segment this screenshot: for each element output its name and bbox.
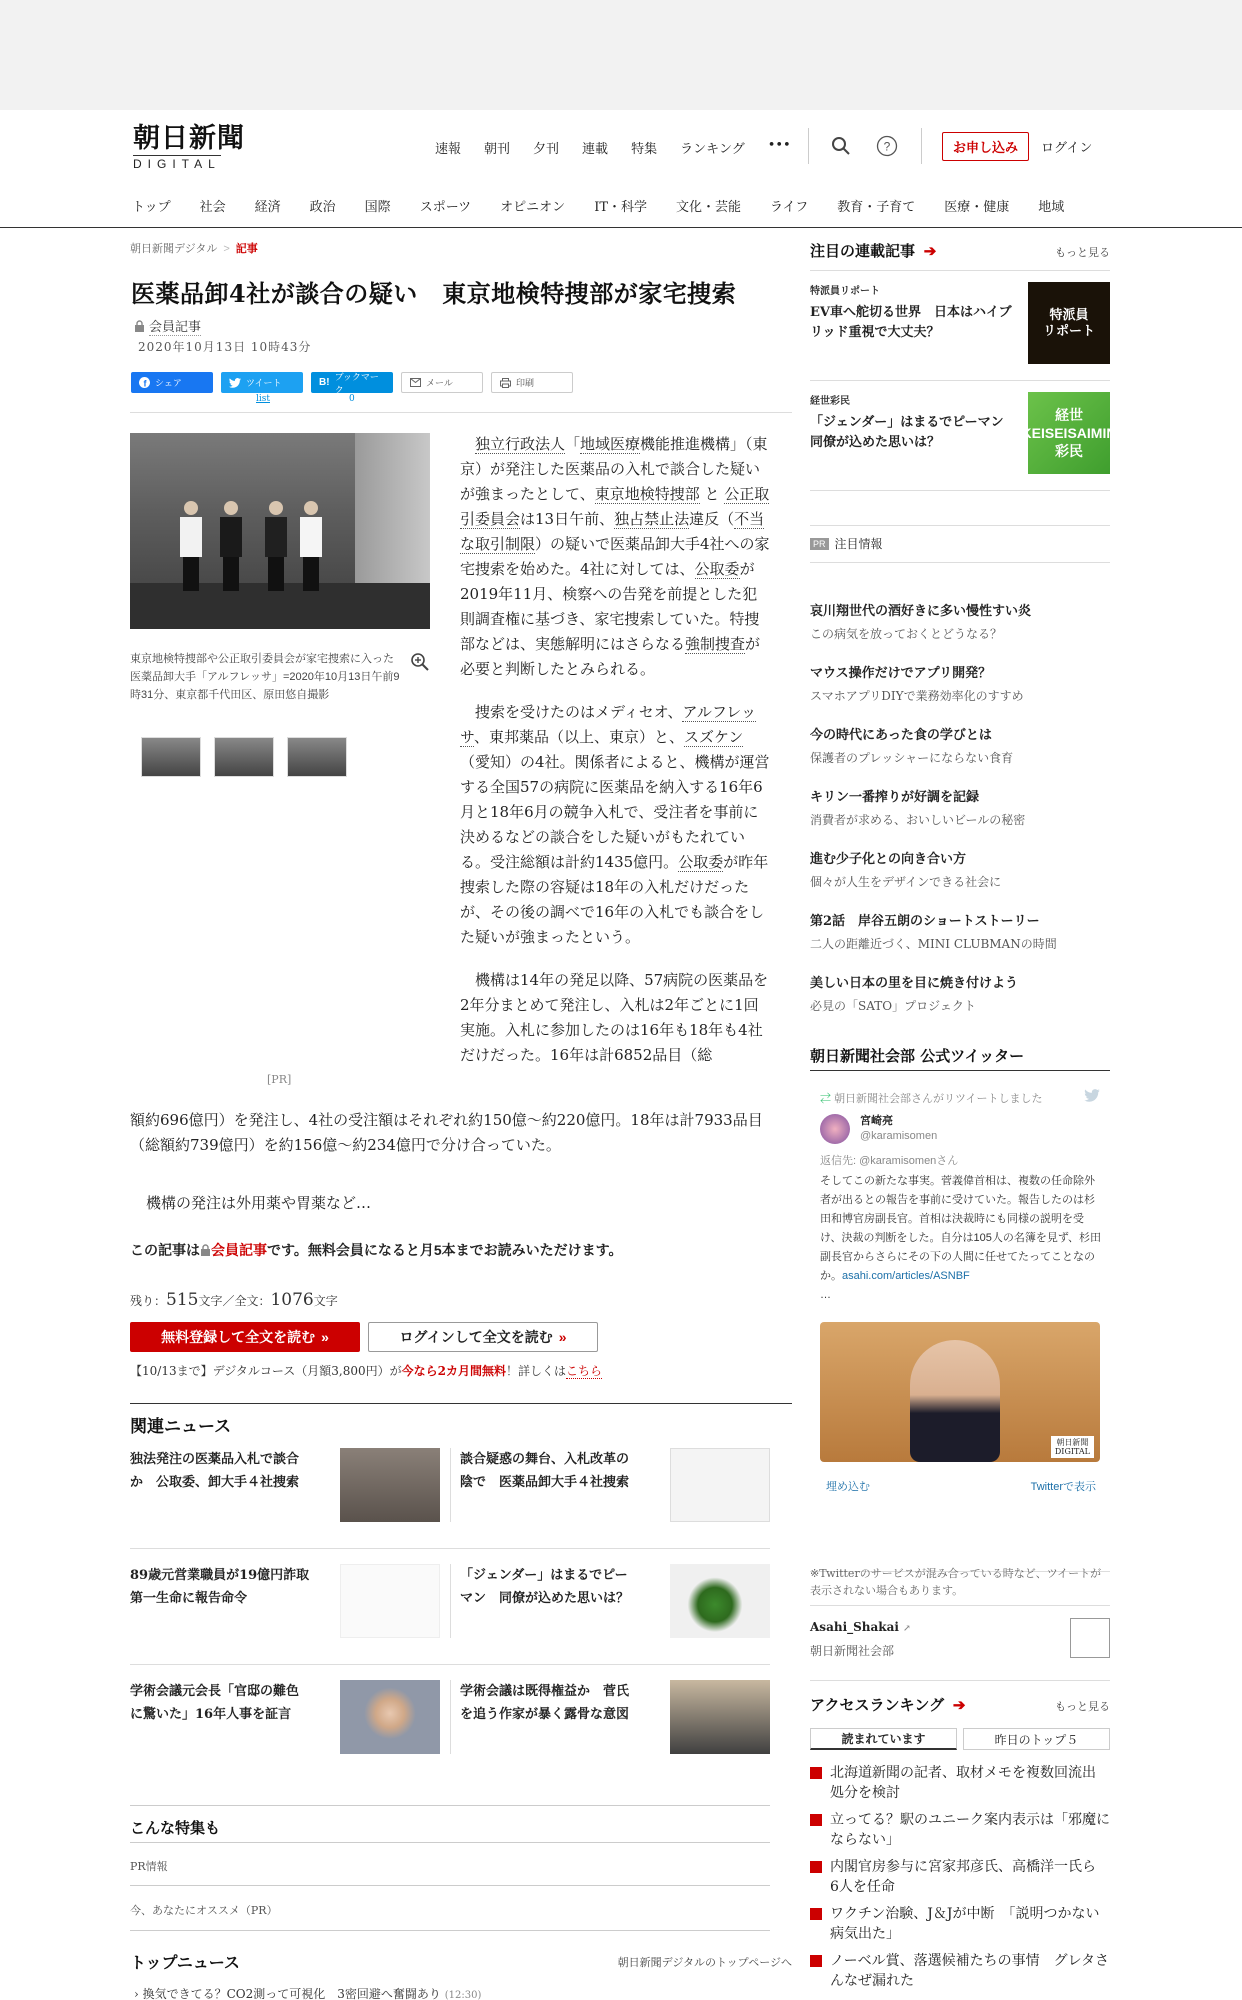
keyword-link[interactable]: スズケン — [683, 728, 744, 746]
pr-rule — [810, 562, 1110, 563]
pr-info-rule — [130, 1885, 770, 1886]
top-news-heading: トップニュース — [130, 1953, 240, 1972]
pr-rule — [810, 525, 1110, 526]
related-item[interactable]: 独法発注の医薬品入札で談合か 公取委、卸大手４社捜索 — [130, 1448, 440, 1528]
gnav-ranking[interactable]: ランキング — [680, 142, 745, 157]
article-paragraph-2: 捜索を受けたのはメディセオ、アルフレッサ、東邦薬品（以上、東京）と、スズケン（愛知）の4社。関係者によると、機構が運営する全国57の病院に医薬品を納入する16年6月と18年6月の競争入札で、受注者を事前に決めるなどの談合をした疑いがもたれている。受注総額は計約1435億円。公取委が昨年捜索した際の容疑は18年の入札だけだったが、その後の調べで16年の入札でも談合をした疑いが強まったという。 — [460, 703, 770, 946]
keyword-link[interactable]: 東京地検特捜部 — [594, 485, 700, 503]
article-paragraph-3: 機構は14年の発足以降、57病院の医薬品を2年分まとめて発注し、入札は2年ごとに1回実施。入札に参加したのは16年も18年も4社だけだった。16年は計6852品目（総 — [460, 971, 769, 1064]
twitter-account-name[interactable]: Asahi_Shakai ↗ — [810, 1620, 911, 1634]
related-divider-h — [130, 1664, 770, 1665]
photo-thumb-2[interactable] — [214, 737, 274, 777]
related-divider-v — [450, 1564, 451, 1638]
series-divider — [810, 490, 1110, 491]
cat-sports[interactable]: スポーツ — [419, 200, 472, 215]
pr-ad-item[interactable]: 美しい日本の里を目に焼き付けよう 必見の「SATO」プロジェクト — [810, 976, 1019, 1013]
tweet-reply-to: 返信先: @karamisomenさん — [820, 1155, 959, 1167]
twitter-rule — [810, 1070, 1110, 1071]
gnav-features[interactable]: 特集 — [631, 142, 658, 157]
breadcrumb-current: 記事 — [235, 243, 258, 255]
top-news-header — [130, 1950, 792, 1973]
lock-icon — [200, 1244, 211, 1256]
keyword-link[interactable]: 独占禁止法 — [614, 510, 690, 528]
breadcrumb-sep: > — [223, 243, 230, 255]
member-tag — [134, 316, 201, 336]
print-button[interactable]: 印刷 — [491, 372, 573, 393]
ranking-header — [810, 1694, 1110, 1715]
photo-thumb-1[interactable] — [141, 737, 201, 777]
keyword-link[interactable]: 公取委 — [694, 560, 740, 578]
related-divider-v — [450, 1680, 451, 1754]
top-page-link[interactable]: 朝日新聞デジタルのトップページへ — [617, 1956, 792, 1969]
pr-ad-item[interactable]: 第2話 岸谷五朗のショートストーリー 二人の距離近づく、MINI CLUBMANの時間 — [810, 914, 1057, 951]
embed-link[interactable]: 埋め込む — [826, 1481, 870, 1493]
hatena-icon: B! — [319, 377, 330, 388]
member-label[interactable]: 会員記事 — [149, 316, 201, 336]
rank-marker — [810, 1767, 822, 1779]
series-divider — [810, 380, 1110, 381]
photo-thumbnails — [141, 737, 347, 777]
related-image — [670, 1448, 770, 1522]
series-image: 特派員 リポート — [1028, 282, 1110, 364]
global-nav — [435, 138, 791, 157]
tab-most-read[interactable]: 読まれています — [810, 1728, 957, 1750]
keyword-link[interactable]: 不当な取引制限 — [460, 510, 765, 553]
tweet-image-person — [910, 1340, 1000, 1462]
related-divider-v — [450, 1448, 451, 1522]
free-register-button[interactable]: 無料登録して全文を読む » — [130, 1322, 360, 1352]
char-count: 残り：515文字／全文：1076文字 — [130, 1290, 338, 1310]
chevron-right-icon: » — [321, 1329, 329, 1345]
article-paragraph-4: 機構の発注は外用薬や胃薬など… — [146, 1194, 372, 1212]
top-ad-band — [0, 0, 1242, 110]
twitter-account-sub: 朝日新聞社会部 — [810, 1644, 895, 1658]
keyword-link[interactable]: 独立行政法人 — [475, 435, 566, 453]
keyword-link[interactable]: 公取委 — [678, 853, 724, 871]
series-item[interactable]: 経世彩民 「ジェンダー」はまるでピーマン 同僚が込めた思いは？ 経世 KEISEISAIMIN 彩民 — [810, 392, 1110, 453]
series-heading: 注目の連載記事 — [810, 242, 916, 260]
tweet-text: そしてこの新たな事実。菅義偉首相は、複数の任命除外者が出るとの報告を事前に受けていた。報告したのは杉田和博官房副長官。首相は決裁時にも同様の説明を受け、決裁の判断をした。自分は105人の名簿を見ず、杉田副長官からさらにその下の人間に任せてたってことなのか。asahi.com/articles/ASNBF … — [820, 1175, 1102, 1301]
subscribe-button[interactable]: お申し込み — [942, 132, 1029, 161]
related-item[interactable]: 談合疑惑の舞台、入札改革の陰で 医薬品卸大手４社捜索 — [460, 1448, 770, 1528]
article-paragraph-1: 独立行政法人「地域医療機能推進機構」（東京）が発注した医薬品の入札で談合した疑いが強まったとして、東京地検特捜部 と 公正取引委員会は13日午前、独占禁止法違反（不当な取引制限）の疑いで医薬品卸大手4社への家宅捜索を始めた。4社に対しては、公取委が2019年11月、検察への告発を前提とした犯則調査権に基づき、家宅捜索していた。特捜部などは、実態解明にはさらなる強制捜査が必要と判断したとみられる。 — [460, 435, 770, 678]
top-news-item[interactable]: › 換気できてる？CO2測って可視化 3密回避へ奮闘あり (12:30) — [134, 1987, 482, 2000]
tweet-author-handle[interactable]: @karamisomen — [860, 1130, 938, 1142]
share-divider — [130, 412, 792, 413]
account-rule — [810, 1605, 1110, 1606]
facebook-icon — [139, 377, 150, 388]
series-more-link[interactable]: もっと見る — [1055, 246, 1110, 259]
login-link[interactable]: ログイン — [1041, 140, 1093, 156]
pr-header — [810, 535, 883, 552]
keyword-link[interactable]: 強制捜査 — [685, 635, 746, 653]
search-icon[interactable] — [829, 134, 853, 158]
photo-person — [300, 501, 322, 591]
article-paragraph-3-cont: 額約696億円）を発注し、4社の受注額はそれぞれ約150億～約220億円。18年は計7933品目（総額約739億円）を約156億～約234億円で分け合っていた。 — [130, 1111, 763, 1154]
tweet-list-link[interactable]: list — [256, 394, 270, 404]
related-divider — [130, 1403, 792, 1404]
related-image — [670, 1564, 770, 1638]
gnav-breaking[interactable]: 速報 — [435, 142, 462, 157]
related-item[interactable]: 89歳元営業職員が19億円詐取 第一生命に報告命令 — [130, 1564, 440, 1644]
ranking-heading: アクセスランキング — [810, 1696, 945, 1714]
cat-opinion[interactable]: オピニオン — [500, 200, 566, 215]
view-on-twitter-link[interactable]: Twitterで表示 — [1030, 1481, 1096, 1493]
photo-thumb-3[interactable] — [287, 737, 347, 777]
share-bar — [131, 371, 573, 404]
related-item[interactable]: 「ジェンダー」はまるでピーマン 同僚が込めた思いは？ — [460, 1564, 770, 1644]
chevron-right-icon: » — [558, 1329, 567, 1345]
ranking-item[interactable]: ワクチン治験、J＆Jが中断 「説明つかない病気出た」 — [810, 1904, 1110, 1944]
related-item[interactable]: 学術会議元会長「官邸の難色に驚いた」16年人事を証言 — [130, 1680, 440, 1760]
cat-top[interactable]: トップ — [132, 200, 171, 215]
cat-life[interactable]: ライフ — [770, 200, 809, 215]
category-nav — [0, 188, 1242, 228]
article-body — [460, 432, 770, 1086]
breadcrumb-home[interactable]: 朝日新聞デジタル — [130, 243, 218, 255]
series-header — [810, 240, 1110, 264]
pr-ad-item[interactable]: 哀川翔世代の酒好きに多い慢性すい炎 この病気を放っておくとどうなる？ — [810, 604, 1032, 641]
keyword-link[interactable]: 公正取引委員会 — [460, 485, 770, 528]
pr-badge: PR — [810, 538, 829, 550]
ranking-more-link[interactable]: もっと見る — [1055, 1700, 1110, 1713]
twitter-note: ※Twitterのサービスが混み合っている時など、ツイートが表示されない場合もあります。 — [810, 1567, 1102, 1597]
gnav-morning[interactable]: 朝刊 — [484, 142, 511, 157]
pr-ad-item[interactable]: キリン一番搾りが好調を記録 消費者が求める、おいしいビールの秘密 — [810, 790, 1026, 827]
tweet-link[interactable]: asahi.com/articles/ASNBF — [842, 1270, 970, 1282]
mail-button[interactable]: メール — [401, 372, 483, 393]
hatena-count[interactable]: 0 — [349, 394, 355, 404]
ranking-item[interactable]: 立ってる？駅のユニーク案内表示は「邪魔にならない」 — [810, 1810, 1110, 1850]
zoom-icon[interactable] — [410, 652, 430, 676]
arrow-right-icon: ➔ — [952, 1696, 966, 1714]
print-icon — [500, 378, 511, 388]
cat-society[interactable]: 社会 — [199, 200, 226, 215]
photo-caption: 東京地検特捜部や公正取引委員会が家宅捜索に入った医薬品卸大手「アルフレッサ」=2020年10月13日午前9時31分、東京都千代田区、原田悠自撮影 — [130, 653, 400, 701]
photo-person — [180, 501, 202, 591]
cat-culture[interactable]: 文化・芸能 — [676, 200, 742, 215]
site-logo[interactable]: 朝日新聞 DIGITAL — [133, 123, 245, 171]
external-link-icon: ↗ — [903, 1624, 911, 1634]
related-heading: 関連ニュース — [130, 1417, 232, 1437]
account-image[interactable] — [1070, 1618, 1110, 1658]
tweet-image[interactable] — [820, 1322, 1100, 1462]
publish-date: 2020年10月13日 10時43分 — [138, 340, 312, 354]
gnav-evening[interactable]: 夕刊 — [533, 142, 560, 157]
rank-marker — [810, 1908, 822, 1920]
promo-text: 【10/13まで】デジタルコース（月額3,800円）が今なら2カ月間無料！詳しくはこちら — [130, 1364, 603, 1378]
features-heading: こんな特集も — [130, 1819, 221, 1837]
keyword-link[interactable]: アルフレッサ — [460, 703, 757, 746]
tweet-image-watermark: 朝日新聞 DIGITAL — [1051, 1436, 1094, 1458]
rank-marker — [810, 1814, 822, 1826]
twitter-bird-icon — [1084, 1088, 1100, 1106]
series-image: 経世 KEISEISAIMIN 彩民 — [1028, 392, 1110, 474]
photo-person — [220, 501, 242, 591]
related-image — [340, 1564, 440, 1638]
sidebar — [810, 240, 1117, 1989]
pr-heading: 注目情報 — [834, 537, 883, 551]
help-icon[interactable] — [875, 134, 899, 158]
svg-text:f: f — [143, 378, 147, 388]
series-item[interactable]: 特派員リポート EV車へ舵切る世界 日本はハイブリッド重視で大丈夫？ 特派員 リポート — [810, 282, 1110, 343]
related-item[interactable]: 学術会議は既得権益か 菅氏を追う作家が暴く露骨な意図 — [460, 1680, 770, 1760]
series-rule — [810, 270, 1110, 271]
cat-international[interactable]: 国際 — [364, 200, 391, 215]
pr-ad-item[interactable]: 進む少子化との向き合い方 個々が人生をデザインできる社会に — [810, 852, 1002, 889]
pr-label: [PR] — [267, 1073, 292, 1086]
arrow-right-icon: ➔ — [923, 242, 937, 260]
photo-person — [265, 501, 287, 591]
related-image — [340, 1680, 440, 1754]
avatar[interactable] — [820, 1114, 850, 1144]
recommend-rule — [130, 1930, 770, 1931]
tweet-card[interactable] — [810, 1082, 1110, 1572]
lock-icon — [134, 320, 145, 332]
recommend-label: 今、あなたにオススメ（PR） — [130, 1904, 278, 1917]
mail-icon — [410, 378, 421, 387]
header-divider — [808, 128, 809, 164]
related-divider-h — [130, 1548, 770, 1549]
cat-economy[interactable]: 経済 — [254, 200, 281, 215]
pr-ad-item[interactable]: マウス操作だけでアプリ開発？ スマホアプリDIYで業務効率化のすすめ — [810, 666, 1024, 703]
article-photo[interactable] — [130, 433, 430, 629]
gnav-series[interactable]: 連載 — [582, 142, 609, 157]
keyword-link[interactable]: 地域医療 — [580, 435, 641, 453]
tweet-author-name[interactable]: 宮崎亮 — [860, 1115, 893, 1127]
pr-info-label: PR情報 — [130, 1860, 168, 1873]
header-actions — [808, 126, 1092, 166]
ranking-item[interactable]: ノーベル賞、落選候補たちの事情 グレタさんなぜ漏れた — [810, 1951, 1110, 1991]
cat-education[interactable]: 教育・子育て — [837, 200, 916, 215]
ranking-tabs — [810, 1728, 1110, 1750]
paywall-notice: この記事は 会員記事です。無料会員になると月5本までお読みいただけます。 — [130, 1242, 623, 1258]
login-read-button[interactable]: ログインして全文を読む » — [368, 1322, 598, 1352]
hatena-bookmark-button[interactable]: B! ブックマーク — [311, 372, 393, 393]
retweet-icon: ⇄ — [820, 1093, 835, 1105]
cat-region[interactable]: 地域 — [1038, 200, 1065, 215]
ranking-item[interactable]: 北海道新聞の記者、取材メモを複数回流出 処分を検討 — [810, 1763, 1110, 1803]
ranking-rule — [810, 1680, 1110, 1681]
cat-health[interactable]: 医療・健康 — [944, 200, 1010, 215]
related-image — [670, 1680, 770, 1754]
tweet-button[interactable]: ツイート — [221, 372, 303, 393]
header-divider-2 — [921, 128, 922, 164]
cat-politics[interactable]: 政治 — [309, 200, 336, 215]
twitter-icon — [229, 378, 241, 388]
rank-marker — [810, 1955, 822, 1967]
promo-link[interactable]: こちら — [566, 1364, 603, 1378]
tab-yesterday-top5[interactable]: 昨日のトップ５ — [963, 1728, 1110, 1750]
article-column — [130, 240, 792, 1917]
pr-ad-item[interactable]: 今の時代にあった食の学びとは 保護者のプレッシャーにならない食育 — [810, 728, 1014, 765]
cat-it-science[interactable]: IT・科学 — [594, 200, 647, 215]
twitter-heading: 朝日新聞社会部 公式ツイッター — [810, 1047, 1025, 1065]
svg-text:?: ? — [883, 139, 891, 154]
site-header — [0, 110, 1242, 182]
retweet-label: ⇄ 朝日新聞社会部さんがリツイートしました — [820, 1093, 1043, 1105]
article-title: 医薬品卸4社が談合の疑い 東京地検特捜部が家宅捜索 — [131, 279, 737, 308]
features-rule — [130, 1842, 770, 1843]
ranking-item[interactable]: 内閣官房参与に宮家邦彦氏、高橋洋一氏ら 6人を任命 — [810, 1857, 1110, 1897]
features-divider — [130, 1805, 770, 1806]
facebook-share-button[interactable]: f シェア — [131, 372, 213, 393]
related-image — [340, 1448, 440, 1522]
rank-marker — [810, 1861, 822, 1873]
breadcrumb — [130, 240, 792, 256]
more-menu-icon[interactable]: ••• — [767, 138, 791, 153]
